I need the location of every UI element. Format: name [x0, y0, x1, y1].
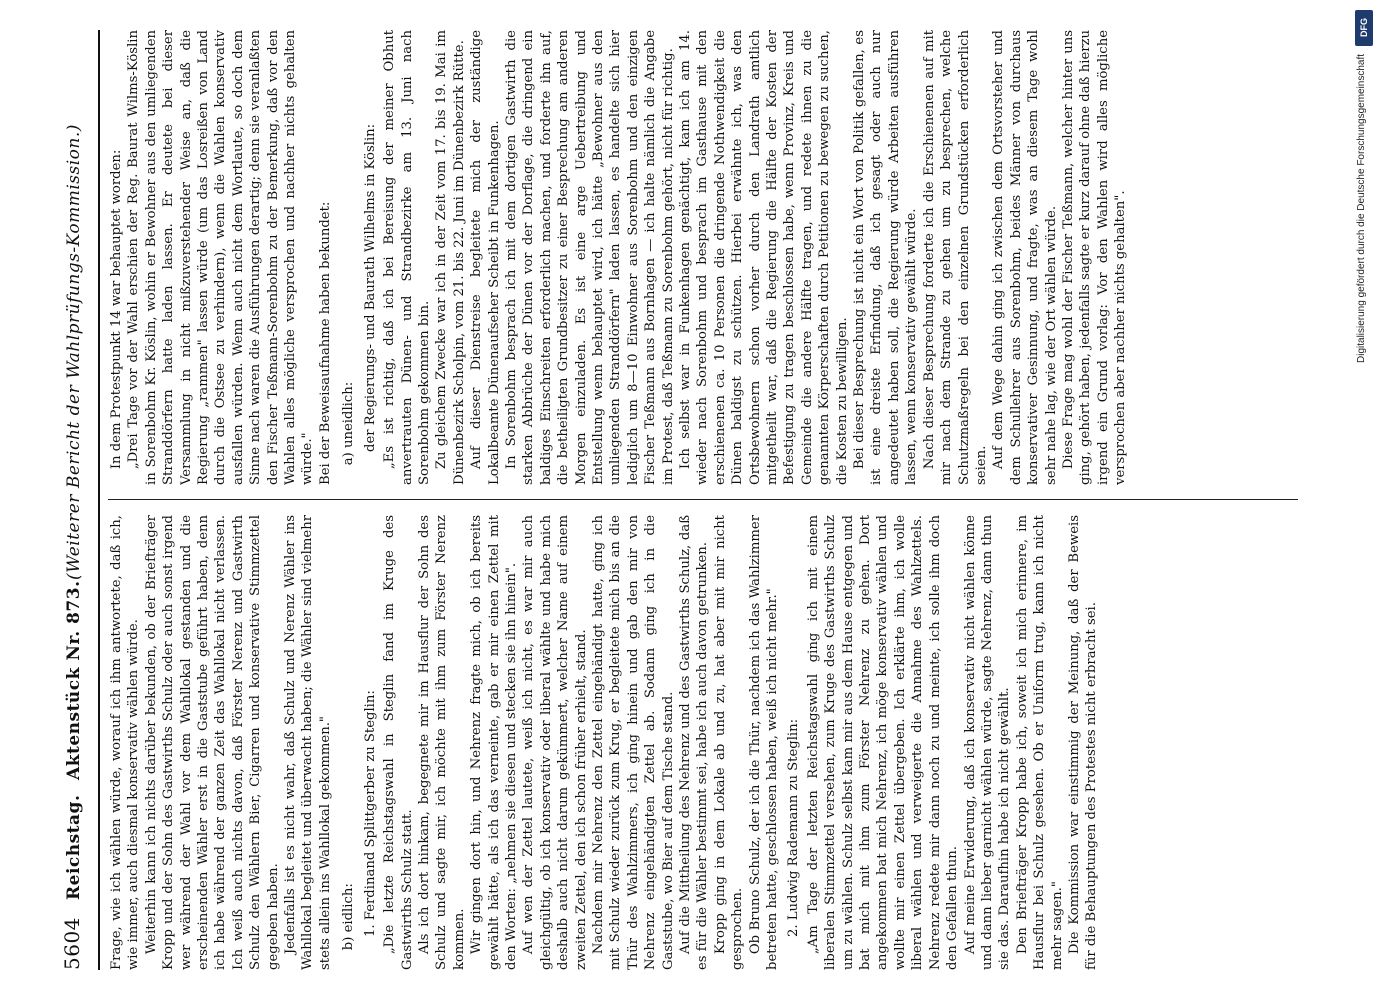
left-paragraph: Die Kommission war einstimmig der Meinung, daß der Beweis für die Behauptungen des Protestes nicht erbracht sei.: [1066, 515, 1100, 970]
left-paragraph: „Am Tage der letzten Reichstagswahl ging ich mit einem liberalen Stimmzettel versehen, zum Kruge des Gastwirths Schulz um zu wählen. Schulz selbst kam mir aus dem Hause entgegen und bat mich mit ihm zum Förster Nehrenz zu gehen. Dort angekommen bat mich Nehrenz, ich möge konservativ wählen und wollte mir einen Zettel übergeben. Ich erklärte ihm, ich wolle liberal wählen und verweigerte die Annahme des Wahlzettels. Nehrenz redete mir dann noch zu und meinte, ich solle ihm doch den Gefallen thun.: [805, 515, 961, 970]
left-paragraph: Als ich dort hinkam, begegnete mir im Hausflur der Sohn des Schulz und sagte mir, ich möchte mit ihm zum Förster Nerenz kommen.: [416, 515, 467, 970]
right-paragraph: Zu gleichem Zwecke war ich in der Zeit vom 17. bis 19. Mai im Dünenbezirk Scholpin, vom 21. bis 22. Juni im Dünenbezirk Rütte.: [434, 30, 467, 485]
right-column: [108, 30, 1308, 485]
left-paragraph: Ob Bruno Schulz, der ich die Thür, nachdem ich das Wahlzimmer betreten hatte, geschlossen haben, weiß ich nicht mehr.": [747, 515, 781, 970]
left-paragraph: Nachdem mir Nehrenz den Zettel eingehändigt hatte, ging ich mit Schulz wieder zurück zum Krug, er begleitete mich bis an die Thür des Wahlzimmers, ich ging hinein und gab den mir von Nehrenz eingehändigten Zettel ab. Sodann ging ich in die Gaststube, wo Bier auf dem Tische stand.: [590, 515, 676, 970]
left-paragraph: Auf meine Erwiderung, daß ich konservativ nicht wählen könne und dann lieber garnicht wählen würde, sagte Nehrenz, dann thun sie das. Daraufhin habe ich nicht gewählt.: [962, 515, 1013, 970]
left-paragraph: Kropp ging in dem Lokale ab und zu, hat aber mit mir nicht gesprochen.: [712, 515, 746, 970]
digitization-credit: Digitalisierung gefördert durch die Deutsche Forschungsgemeinschaft: [1356, 54, 1367, 364]
left-subsection: 1. Ferdinand Splittgerber zu Steglin:: [362, 690, 378, 937]
left-paragraph: „Die letzte Reichstagswahl in Steglin fand im Kruge des Gastwirths Schulz statt.: [382, 515, 415, 970]
left-paragraph: Auf die Mittheilung des Nehrenz und des Gastwirths Schulz, daß es für die Wähler bestimmt sei, habe ich auch davon getrunken.: [678, 515, 711, 970]
right-section: a) uneidlich:: [341, 381, 357, 466]
report-title: (Weiterer Bericht der Wahlprüfungs-Kommission.): [64, 124, 84, 580]
left-paragraph: Auf wen der Zettel lautete, weiß ich nicht, es war mir auch gleichgültig, ob ich konservativ oder liberal wählte und habe mich deshalb auch nicht darum gekümmert, welcher Name auf einem zweiten Zettel, den ich schon früher erhielt, stand.: [521, 515, 589, 970]
left-paragraph: Jedenfalls ist es nicht wahr, daß Schulz und Nerenz Wähler ins Wahllokal begleitet und überwacht haben; die Wähler sind vielmehr stets allein ins Wahllokal gekommen.": [283, 515, 333, 970]
right-paragraph: In dem Protestpunkt 14 war behauptet worden:: [109, 149, 124, 470]
left-paragraph: Frage, wie ich wählen würde, worauf ich ihm antwortete, daß ich, wie immer, auch diesmal konservativ wählen würde.: [109, 515, 142, 970]
right-paragraph: Nach dieser Besprechung forderte ich die Erschienenen auf mit mir nach dem Strande zu gehen um zu besprechen, welche Schutzmaßregeln bei den einzelnen Grundstücken erforderlich seien.: [921, 30, 989, 485]
left-column: [108, 515, 1308, 970]
document-page: [60, 30, 1320, 970]
right-paragraph: „Drei Tage vor der Wahl erschien der Reg. Baurat Wilms-Köslin in Sorenbohm Kr. Köslin, wohin er Bewohner aus den umliegenden Stranddörfern hatte laden lassen. Er deutete bei dieser Versammlung in nicht mißzuverstehender Weise an, daß die Regierung „rammen" lassen würde (um das Losreißen von Land durch die Ostsee zu verhindern), wenn die Wahlen konservativ ausfallen würden. Wenn auch nicht dem Wortlaute, so doch dem Sinne nach waren die Ausführungen derartig; denn sie veranlaßten den Fischer Teßmann-Sorenbohm zu der Bemerkung, daß vor den Wahlen alles mögliche versprochen und nachher nichts gehalten würde.": [126, 30, 316, 485]
page-number: 5604: [60, 917, 84, 970]
right-subsection: der Regierungs- und Baurath Wilhelms in Köslin:: [362, 123, 378, 452]
digitization-sidebar: [1353, 10, 1375, 990]
right-paragraph: Diese Frage mag wohl der Fischer Teßmann, welcher hinter uns ging, gehört haben, jedenfalls sagte er kurz darauf ohne daß hierzu irgend ein Grund vorlag: Vor den Wahlen wird alles mögliche versprochen aber nachher nichts gehalten".: [1060, 30, 1129, 485]
right-paragraph: In Sorenbohm besprach ich mit dem dortigen Gastwirth die starken Abbrüche der Dünen vor der Dorflage, die dringend ein baldiges Einschreiten erforderlich machen, und forderte ihn auf, die betheiligten Grundbesitzer zu einer Besprechung am anderen Morgen einzuladen. Es ist eine arge Uebertreibung und Entstellung wenn behauptet wird, ich hätte „Bewohner aus den umliegenden Stranddörfern" laden lassen, es handelte sich hier lediglich um 8—10 Einwohner aus Sorenbohm und den einzigen Fischer Teßmann aus Bornhagen — ich halte nämlich die Angabe im Protest, daß Teßmann zu Sorenbohm gehört, nicht für richtig.: [503, 30, 676, 485]
left-subsection: 2. Ludwig Rademann zu Steglin:: [786, 718, 802, 937]
left-section: b) eidlich:: [341, 883, 357, 951]
right-paragraph: Bei der Beweisaufnahme haben bekundet:: [317, 201, 333, 485]
column-divider: [108, 499, 1298, 500]
header-rule: [98, 30, 100, 970]
right-paragraph: „Es ist richtig, daß ich bei Bereisung der meiner Obhut anvertrauten Dünen- und Strandbezirke am 13. Juni nach Sorenbohm gekommen bin.: [382, 30, 432, 485]
left-paragraph: Den Briefträger Kropp habe ich, soweit ich mich erinnere, im Hausflur bei Schulz gesehen. Ob er Uniform trug, kann ich nicht mehr sagen.": [1014, 515, 1065, 970]
right-paragraph: Bei dieser Besprechung ist nicht ein Wort von Politik gefallen, es ist eine dreiste Erfindung, daß ich gesagt oder auch nur angedeutet haben soll, die Regierung würde Arbeiten ausführen lassen, wenn konservativ gewählt würde.: [852, 30, 920, 485]
right-paragraph: Auf dieser Dienstreise begleitete mich der zuständige Lokalbeamte Dünenaufseher Scheibt in Funkenhagen.: [469, 30, 502, 485]
dfg-logo: DFG: [1355, 10, 1373, 46]
left-paragraph: Weiterhin kann ich nichts darüber bekunden, ob der Briefträger Kropp und der Sohn des Gastwirths Schulz oder auch sonst irgend wer während der Wahl vor dem Wahllokal gestanden und die erscheinenden Wähler erst in die Gaststube geführt haben, denn ich habe während der ganzen Zeit das Wahllokal nicht verlassen. Ich weiß auch nichts davon, daß Förster Nerenz und Gastwirth Schulz den Wählern Bier, Cigarren und konservative Stimmzettel gegeben haben.: [143, 515, 281, 970]
right-paragraph: Ich selbst war in Funkenhagen genächtigt, kam ich am 14. wieder nach Sorenbohm und besprach im Gasthause mit den erschienenen ca. 10 Personen die dringende Nothwendigkeit die Dünen baldigst zu schützen. Hierbei erwähnte ich, was den Ortsbewohnern schon vorher durch den Landrath amtlich mitgetheilt war, daß die Regierung die Hälfte der Kosten der Befestigung zu tragen beschlossen habe, wenn Provinz, Kreis und Gemeinde die andere Hälfte tragen, und redete ihnen zu die genannten Körperschaften durch Petitionen zu bewegen zu suchen, die Kosten zu bewilligen.: [678, 30, 850, 485]
right-paragraph: Auf dem Wege dahin ging ich zwischen dem Ortsvorsteher und dem Schullehrer aus Sorenbohm, beides Männer von durchaus konservativer Gesinnung, und fragte, was an diesem Tage wohl sehr nahe lag, wie der Ort wählen würde.: [991, 30, 1059, 485]
chamber-name: Reichstag.: [64, 794, 84, 900]
document-number: Aktenstück Nr. 873.: [64, 580, 84, 780]
left-paragraph: Wir gingen dort hin, und Nehrenz fragte mich, ob ich bereits gewählt hätte, als ich das verneinte, gab er mir einen Zettel mit den Worten: „nehmen sie diesen und stecken sie ihn hinein".: [469, 515, 519, 970]
page-header: [60, 30, 96, 970]
